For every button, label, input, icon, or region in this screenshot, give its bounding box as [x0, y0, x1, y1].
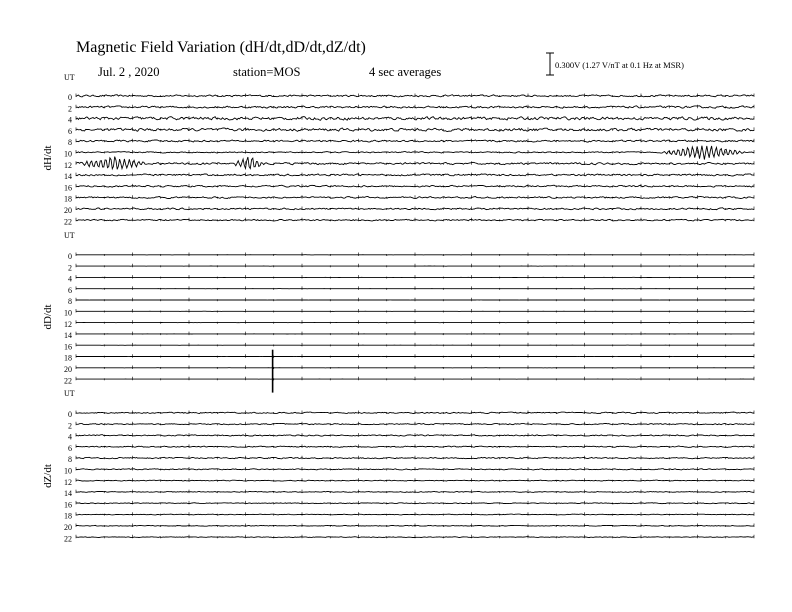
panel-ylabel: dD/dt	[42, 304, 54, 330]
scale-bar	[546, 53, 554, 75]
panel-dhdt	[42, 73, 754, 226]
hour-label: 10	[64, 308, 72, 318]
panel-dzdt	[42, 389, 754, 543]
hour-label: 4	[68, 274, 72, 284]
date-label: Jul. 2 , 2020	[98, 65, 160, 79]
hour-label: 18	[64, 194, 72, 204]
hour-label: 18	[64, 511, 72, 521]
trace-16	[76, 503, 754, 504]
hour-label: 22	[64, 217, 72, 227]
hour-label: 4	[68, 432, 72, 442]
hour-label: 6	[68, 285, 72, 295]
panel-ylabel: dZ/dt	[42, 464, 54, 488]
averaging-label: 4 sec averages	[369, 65, 442, 79]
hour-label: 0	[68, 410, 72, 419]
trace-14	[76, 491, 754, 492]
hour-label: 8	[68, 297, 72, 307]
hour-label: 14	[64, 172, 72, 182]
hour-label: 2	[68, 263, 72, 273]
hour-label: 20	[64, 365, 72, 374]
hour-label: 6	[68, 126, 72, 136]
hour-label: 22	[64, 534, 72, 544]
hour-label: 8	[68, 138, 72, 148]
hour-label: 6	[68, 443, 72, 453]
hour-label: 16	[64, 500, 72, 510]
hour-label: 14	[64, 489, 72, 499]
hour-label: 10	[64, 466, 72, 476]
panel-ylabel: dH/dt	[42, 145, 54, 171]
hour-label: 0	[68, 252, 72, 261]
scale-bar-label: 0.300V (1.27 V/nT at 0.1 Hz at MSR)	[555, 60, 684, 70]
hour-label: 20	[64, 523, 72, 532]
hour-label: 0	[68, 93, 72, 102]
hour-label: 2	[68, 421, 72, 431]
hour-label: 14	[64, 331, 72, 341]
hour-label: 12	[64, 160, 72, 170]
ut-axis-label: UT	[64, 73, 75, 82]
hour-label: 4	[68, 115, 72, 125]
ut-axis-label: UT	[64, 389, 75, 398]
hour-label: 22	[64, 376, 72, 386]
hour-label: 2	[68, 104, 72, 114]
hour-label: 8	[68, 455, 72, 465]
trace-10	[76, 469, 754, 470]
hour-label: 16	[64, 342, 72, 352]
panel-dddt	[42, 231, 754, 393]
hour-label: 12	[64, 319, 72, 329]
ut-axis-label: UT	[64, 231, 75, 240]
hour-label: 18	[64, 353, 72, 363]
hour-label: 12	[64, 477, 72, 487]
hour-label: 16	[64, 183, 72, 193]
station-label: station=MOS	[233, 65, 301, 79]
hour-label: 10	[64, 149, 72, 159]
hour-label: 20	[64, 206, 72, 215]
chart-title: Magnetic Field Variation (dH/dt,dD/dt,dZ/dt)	[76, 39, 366, 56]
